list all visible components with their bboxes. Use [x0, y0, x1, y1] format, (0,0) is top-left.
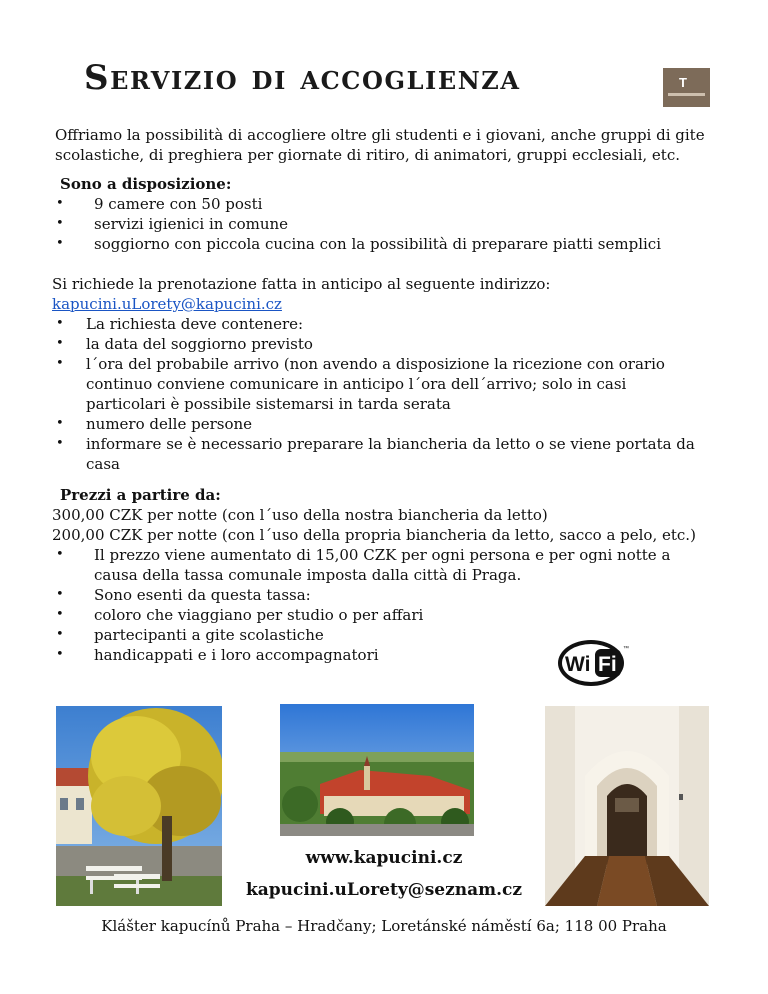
list-item: • soggiorno con piccola cucina con la possibilità di preparare piatti semplici	[52, 234, 742, 254]
list-item: • Il prezzo viene aumentato di 15,00 CZK per ogni persona e per ogni notte a causa della tassa comunale imposta dalla città di Praga.	[52, 545, 692, 585]
availability-list	[52, 194, 742, 254]
prices-heading: Prezzi a partire da:	[60, 486, 221, 504]
booking-email-link[interactable]: kapucini.uLorety@kapucini.cz	[52, 295, 282, 313]
monastery-aerial-photo	[280, 704, 474, 836]
logo-mark: T	[679, 75, 687, 90]
address-footer: Klášter kapucínů Praha – Hradčany; Loretánské náměstí 6a; 118 00 Praha	[101, 917, 667, 935]
list-item: • la data del soggiorno previsto	[52, 334, 702, 354]
wifi-fi-text: Fi	[598, 653, 617, 676]
list-item: • coloro che viaggiano per studio o per affari	[52, 605, 692, 625]
list-item: • La richiesta deve contenere:	[52, 314, 702, 334]
contact-email[interactable]: kapucini.uLorety@seznam.cz	[245, 880, 523, 900]
wifi-wi-text: Wi	[565, 653, 591, 676]
booking-text: Si richiede la prenotazione fatta in anticipo al seguente indirizzo:	[52, 275, 551, 293]
page-title: Servizio di accoglienza	[84, 58, 521, 98]
wifi-logo-icon	[557, 638, 631, 688]
list-item: • informare se è necessario preparare la biancheria da letto o se viene portata da casa	[52, 434, 702, 474]
courtyard-tree-photo	[56, 706, 222, 906]
list-item: • Sono esenti da questa tassa:	[52, 585, 692, 605]
booking-list	[52, 314, 702, 474]
monastery-logo	[663, 68, 710, 107]
price-line-2: 200,00 CZK per notte (con l´uso della propria biancheria da letto, sacco a pelo, etc.)	[52, 526, 696, 544]
list-item: • numero delle persone	[52, 414, 702, 434]
prices-section	[52, 485, 742, 665]
availability-heading: Sono a disposizione:	[60, 175, 232, 193]
price-line-1: 300,00 CZK per notte (con l´uso della nostra biancheria da letto)	[52, 506, 548, 524]
intro-paragraph: Offriamo la possibilità di accogliere oltre gli studenti e i giovani, anche gruppi di gite scolastiche, di preghiera per giornate di ritiro, di animatori, gruppi ecclesiali, etc.	[55, 126, 705, 164]
website-link[interactable]: www.kapucini.cz	[305, 848, 463, 868]
availability-section	[52, 174, 742, 254]
list-item: • 9 camere con 50 posti	[52, 194, 742, 214]
corridor-photo	[545, 706, 709, 906]
list-item: • servizi igienici in comune	[52, 214, 742, 234]
logo-bar	[668, 93, 705, 96]
list-item: • partecipanti a gite scolastiche	[52, 625, 692, 645]
list-item: • handicappati e i loro accompagnatori	[52, 645, 692, 665]
list-item: • l´ora del probabile arrivo (non avendo a disposizione la ricezione con orario continuo conviene comunicare in anticipo l´ora dell´arrivo; solo in casi particolari è possibile sistemarsi in tarda serata	[52, 354, 702, 414]
wifi-tm-text: ™	[623, 646, 629, 652]
booking-section	[52, 274, 742, 474]
